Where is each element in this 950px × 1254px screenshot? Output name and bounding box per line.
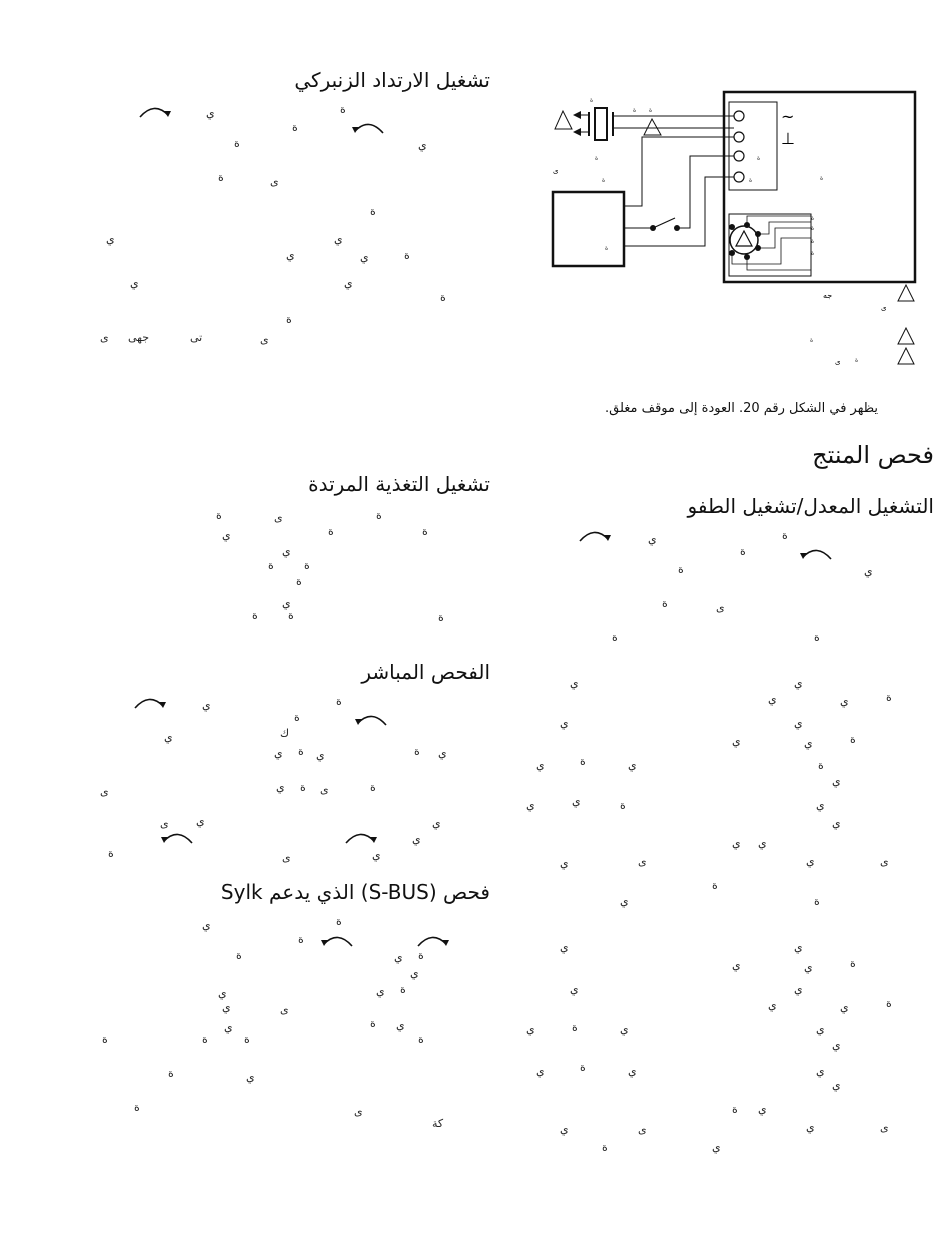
text-fragment: ة	[102, 1033, 108, 1046]
text-fragment: ي	[164, 731, 173, 744]
svg-text:ة: ة	[811, 215, 815, 222]
text-fragment: ي	[804, 737, 813, 750]
text-fragment: ة	[662, 597, 668, 610]
text-fragment: ي	[360, 251, 369, 264]
heading-modulating: التشغيل المعدل/تشغيل الطفو	[687, 494, 934, 518]
warning-triangle-3	[898, 285, 914, 301]
text-fragment: ي	[376, 985, 385, 998]
text-fragment: ة	[108, 847, 114, 860]
text-fragment: ة	[818, 759, 824, 772]
text-fragment: ى	[274, 511, 283, 524]
text-fragment: ي	[794, 983, 803, 996]
text-fragment: ي	[768, 693, 777, 706]
heading-direct-check: الفحص المباشر	[361, 660, 490, 684]
text-fragment: ى	[320, 783, 329, 796]
text-fragment: ة	[286, 313, 292, 326]
text-fragment: ة	[218, 171, 224, 184]
svg-text:ة: ة	[811, 225, 815, 232]
text-fragment: ى	[880, 1121, 889, 1134]
text-fragment: ي	[526, 799, 535, 812]
text-fragment: ة	[782, 529, 788, 542]
text-fragment: ي	[628, 759, 637, 772]
rotate-ccw-icon	[321, 933, 355, 947]
text-fragment: ة	[134, 1101, 140, 1114]
text-fragment: ة	[292, 121, 298, 134]
text-fragment: ى	[716, 601, 725, 614]
text-fragment: ي	[286, 249, 295, 262]
text-fragment: ي	[282, 545, 291, 558]
text-fragment: ي	[804, 961, 813, 974]
terminal-block	[729, 102, 777, 190]
text-fragment: ة	[370, 781, 376, 794]
text-fragment: ي	[202, 919, 211, 932]
text-fragment: ي	[202, 699, 211, 712]
svg-text:ة: ة	[649, 107, 653, 114]
text-fragment: ي	[816, 1023, 825, 1036]
text-fragment: ة	[168, 1067, 174, 1080]
text-fragment: ى	[354, 1105, 363, 1118]
text-fragment: ي	[758, 1103, 767, 1116]
warning-triangle-5	[898, 348, 914, 364]
text-fragment: ة	[414, 745, 420, 758]
text-fragment: ي	[832, 775, 841, 788]
text-fragment: ي	[396, 1019, 405, 1032]
heading-product-check: فحص المنتج	[812, 441, 934, 469]
text-fragment: ة	[370, 1017, 376, 1030]
text-fragment: ى	[100, 785, 109, 798]
figure-caption: يظهر في الشكل رقم 20. العودة إلى موقف مغلق.	[604, 401, 878, 416]
diagram-label-3: ى	[835, 358, 841, 366]
text-fragment: ي	[806, 855, 815, 868]
text-fragment: ي	[218, 987, 227, 1000]
fuse-symbol	[595, 108, 607, 140]
text-fragment: ي	[794, 717, 803, 730]
text-fragment: ى	[638, 1123, 647, 1136]
svg-text:ة: ة	[602, 177, 606, 184]
terminal-3	[734, 151, 744, 161]
svg-text:ة: ة	[810, 337, 814, 344]
text-fragment: ي	[560, 717, 569, 730]
text-fragment: تى	[190, 331, 203, 344]
text-fragment: ة	[886, 691, 892, 704]
text-fragment: ة	[814, 895, 820, 908]
text-fragment: ة	[850, 733, 856, 746]
text-fragment: ى	[270, 175, 279, 188]
text-fragment: ي	[832, 1079, 841, 1092]
warning-triangle-inner	[736, 231, 752, 246]
text-fragment: ة	[236, 949, 242, 962]
terminal-4	[734, 172, 744, 182]
text-fragment: ي	[394, 951, 403, 964]
text-fragment: ي	[526, 1023, 535, 1036]
heading-feedback: تشغيل التغذية المرتدة	[308, 472, 490, 496]
warning-triangle-4	[898, 328, 914, 344]
svg-text:ة: ة	[811, 238, 815, 245]
text-fragment: ة	[244, 1033, 250, 1046]
text-fragment: ي	[832, 1039, 841, 1052]
text-fragment: ي	[418, 139, 427, 152]
text-fragment: ي	[712, 1141, 721, 1154]
text-fragment: ي	[560, 1123, 569, 1136]
text-fragment: ة	[268, 559, 274, 572]
actuator-box	[724, 92, 915, 282]
text-fragment: ى	[638, 855, 647, 868]
ground-symbol: ⊥	[781, 129, 795, 148]
text-fragment: ي	[758, 837, 767, 850]
text-fragment: ة	[886, 997, 892, 1010]
text-fragment: ي	[570, 677, 579, 690]
text-fragment: ي	[276, 781, 285, 794]
svg-text:ة: ة	[633, 107, 637, 114]
text-fragment: ي	[274, 747, 283, 760]
text-fragment: ة	[404, 249, 410, 262]
text-fragment: ة	[620, 799, 626, 812]
text-fragment: ي	[840, 1001, 849, 1014]
text-fragment: ي	[806, 1121, 815, 1134]
text-fragment: ي	[864, 565, 873, 578]
text-fragment: ة	[740, 545, 746, 558]
text-fragment: ي	[560, 857, 569, 870]
text-fragment: ى	[880, 855, 889, 868]
wiring-diagram	[545, 88, 925, 373]
text-fragment: ة	[678, 563, 684, 576]
switch-contact	[653, 218, 675, 228]
text-fragment: ة	[602, 1141, 608, 1154]
rotate-ccw-icon	[355, 712, 389, 726]
text-fragment: ة	[336, 695, 342, 708]
text-fragment: ي	[432, 817, 441, 830]
svg-text:ة: ة	[590, 97, 594, 104]
text-fragment: ي	[840, 695, 849, 708]
text-fragment: ة	[298, 933, 304, 946]
text-fragment: ي	[732, 959, 741, 972]
text-fragment: ة	[298, 745, 304, 758]
text-fragment: ة	[814, 631, 820, 644]
text-fragment: ة	[376, 509, 382, 522]
text-fragment: ة	[234, 137, 240, 150]
diagram-label-4: ى	[553, 167, 559, 175]
text-fragment: ي	[246, 1071, 255, 1084]
text-fragment: ة	[300, 781, 306, 794]
text-fragment: ي	[536, 759, 545, 772]
rotate-cw-icon	[137, 104, 171, 118]
rotate-cw-icon	[415, 933, 449, 947]
text-fragment: ي	[620, 895, 629, 908]
text-fragment: ي	[816, 799, 825, 812]
text-fragment: ي	[794, 941, 803, 954]
text-fragment: ي	[334, 233, 343, 246]
text-fragment: ة	[400, 983, 406, 996]
text-fragment: ي	[282, 597, 291, 610]
text-fragment: ي	[372, 849, 381, 862]
diagram-label-1: جه	[823, 291, 833, 300]
text-fragment: ة	[336, 915, 342, 928]
text-fragment: ي	[222, 1001, 231, 1014]
text-fragment: ي	[832, 817, 841, 830]
text-fragment: ي	[130, 277, 139, 290]
text-fragment: ي	[816, 1065, 825, 1078]
rotate-cw-icon	[343, 830, 377, 844]
text-fragment: ة	[612, 631, 618, 644]
text-fragment: ي	[732, 735, 741, 748]
text-fragment: ي	[224, 1021, 233, 1034]
text-fragment: ي	[410, 967, 419, 980]
warning-triangle-1	[555, 111, 572, 129]
text-fragment: ي	[344, 277, 353, 290]
text-fragment: ة	[580, 1061, 586, 1074]
text-fragment: ة	[850, 957, 856, 970]
rotate-cw-icon	[132, 695, 166, 709]
svg-text:ة: ة	[595, 155, 599, 162]
text-fragment: ي	[536, 1065, 545, 1078]
svg-text:ة: ة	[757, 155, 761, 162]
text-fragment: ة	[422, 525, 428, 538]
text-fragment: كة	[432, 1117, 444, 1130]
text-fragment: ة	[732, 1103, 738, 1116]
text-fragment: ي	[438, 747, 447, 760]
text-fragment: ي	[648, 533, 657, 546]
svg-text:ة: ة	[811, 250, 815, 257]
text-fragment: ي	[316, 749, 325, 762]
ac-symbol: ~	[781, 107, 795, 126]
text-fragment: ي	[628, 1065, 637, 1078]
text-fragment: ي	[196, 815, 205, 828]
diagram-label-2: ى	[881, 304, 887, 312]
text-fragment: ي	[206, 107, 215, 120]
svg-text:ة: ة	[605, 245, 609, 252]
text-fragment: ى	[260, 333, 269, 346]
text-fragment: ة	[440, 291, 446, 304]
text-fragment: ة	[370, 205, 376, 218]
text-fragment: ى	[100, 331, 109, 344]
heading-spring-return: تشغيل الارتداد الزنبركي	[294, 68, 490, 92]
text-fragment: ة	[712, 879, 718, 892]
rotate-ccw-icon	[352, 120, 386, 134]
heading-sylk: فحص (S-BUS) الذي يدعم Sylk	[220, 880, 490, 904]
text-fragment: ة	[252, 609, 258, 622]
text-fragment: ي	[572, 795, 581, 808]
text-fragment: ى	[282, 851, 291, 864]
text-fragment: ة	[304, 559, 310, 572]
text-fragment: ي	[560, 941, 569, 954]
text-fragment: ي	[620, 1023, 629, 1036]
controller-box	[553, 192, 624, 266]
text-fragment: ى	[160, 817, 169, 830]
text-fragment: ة	[572, 1021, 578, 1034]
text-fragment: ي	[222, 529, 231, 542]
terminal-2	[734, 132, 744, 142]
text-fragment: ة	[294, 711, 300, 724]
text-fragment: ي	[794, 677, 803, 690]
rotate-ccw-icon	[800, 546, 834, 560]
text-fragment: ي	[412, 833, 421, 846]
text-fragment: ي	[732, 837, 741, 850]
text-fragment: ك	[280, 727, 290, 740]
text-fragment: ة	[418, 1033, 424, 1046]
text-fragment: ي	[570, 983, 579, 996]
text-fragment: ي	[768, 999, 777, 1012]
text-fragment: ة	[438, 611, 444, 624]
svg-text:ة: ة	[855, 357, 859, 364]
rotate-cw-icon	[577, 528, 611, 542]
text-fragment: ة	[216, 509, 222, 522]
text-fragment: ي	[106, 233, 115, 246]
warning-triangle-2	[644, 119, 661, 135]
text-fragment: ى	[280, 1003, 289, 1016]
svg-text:ة: ة	[749, 177, 753, 184]
text-fragment: ة	[340, 103, 346, 116]
text-fragment: ة	[288, 609, 294, 622]
terminal-1	[734, 111, 744, 121]
text-fragment: ة	[202, 1033, 208, 1046]
text-fragment: ة	[328, 525, 334, 538]
text-fragment: جهى	[128, 331, 150, 344]
text-fragment: ة	[418, 949, 424, 962]
text-fragment: ة	[296, 575, 302, 588]
rotate-ccw-icon	[161, 830, 195, 844]
svg-text:ة: ة	[820, 175, 824, 182]
text-fragment: ة	[580, 755, 586, 768]
